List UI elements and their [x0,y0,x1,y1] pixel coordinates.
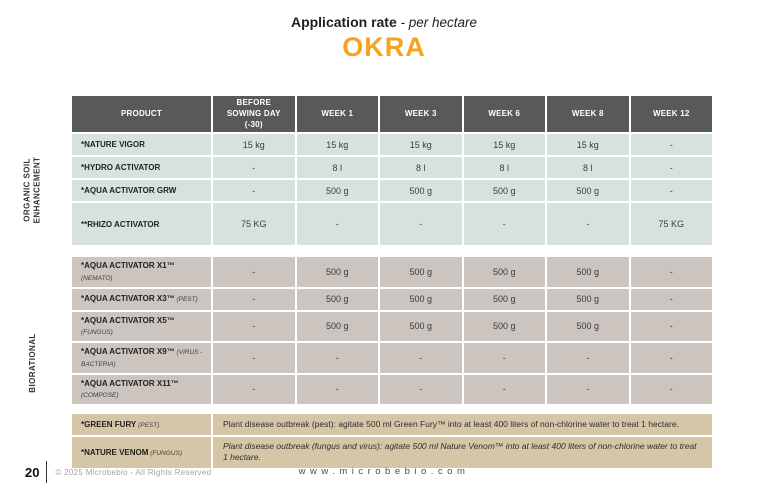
value-cell: 15 kg [464,134,546,155]
value-cell: 75 KG [631,203,713,245]
row-group [72,414,712,468]
value-cell: 500 g [464,289,546,310]
section-rail [0,257,66,467]
section-label: BIORATIONAL [27,332,37,393]
value-cell: - [297,203,379,245]
value-cell: 500 g [464,257,546,286]
table-row [72,257,712,286]
value-cell: 500 g [380,180,462,201]
value-cell: 500 g [297,289,379,310]
copyright-text: © 2025 Microbebio - All Rights Reserved [55,467,212,477]
product-name: *AQUA ACTIVATOR X1™ [81,261,175,271]
value-cell: 8 l [464,157,546,178]
description-cell: Plant disease outbreak (fungus and virus): agitate 500 ml Nature Venom™ into at least 400 liters of non-chlorine water to treat 1 hectare. [213,437,712,468]
product-note: (NEMATO) [81,275,113,283]
product-note: (FUNGUS) [148,449,183,457]
product-name: *GREEN FURY [81,419,137,429]
section-biorational [27,257,712,467]
value-cell: 500 g [547,289,629,310]
value-cell: - [213,289,295,310]
value-cell: 500 g [297,257,379,286]
product-name: **RHIZO ACTIVATOR [81,219,160,229]
product-cell [72,414,211,435]
section-rail [0,134,66,245]
table-row [72,180,712,201]
product-name: *NATURE VIGOR [81,140,145,150]
value-cell: - [213,180,295,201]
product-cell [72,203,211,245]
product-note: (VIRUS - BACTERIA) [81,349,203,368]
value-cell: 15 kg [213,134,295,155]
product-cell [72,312,211,341]
page-header [0,14,768,63]
product-name: *NATURE VENOM [81,447,149,457]
table-row [72,203,712,245]
value-cell: 500 g [297,180,379,201]
product-name: *AQUA ACTIVATOR X9™ [81,347,175,357]
product-cell [72,157,211,178]
table-row [72,343,712,372]
value-cell: 500 g [380,289,462,310]
value-cell: - [631,289,713,310]
table-row [72,312,712,341]
value-cell: - [380,375,462,404]
value-cell: - [631,312,713,341]
value-cell: - [631,134,713,155]
value-cell: - [547,375,629,404]
value-cell: - [213,343,295,372]
page-title [0,14,768,30]
product-note: (COMPOSE) [81,392,119,400]
product-cell [72,289,211,310]
product-name: *AQUA ACTIVATOR GRW [81,186,177,196]
product-name: *AQUA ACTIVATOR X11™ [81,378,179,388]
value-cell: - [213,257,295,286]
value-cell: - [547,203,629,245]
value-cell: - [297,343,379,372]
value-cell: - [547,343,629,372]
product-note: (PEST) [136,421,160,429]
value-cell: 500 g [380,257,462,286]
value-cell: 8 l [380,157,462,178]
product-cell [72,257,211,286]
value-cell: 8 l [547,157,629,178]
column-header-week-3: WEEK 3 [380,96,462,132]
column-header-week-6: WEEK 6 [464,96,546,132]
value-cell: 500 g [464,180,546,201]
value-cell: - [213,375,295,404]
value-cell: - [213,312,295,341]
value-cell: 15 kg [380,134,462,155]
value-cell: 500 g [547,312,629,341]
description-cell: Plant disease outbreak (pest): agitate 500 ml Green Fury™ into at least 400 liters of non-chlorine water to treat 1 hectare. [213,414,712,435]
value-cell: - [631,257,713,286]
column-header-before-sowing-day-30: BEFORE SOWING DAY (-30) [213,96,295,132]
table-row [72,157,712,178]
value-cell: 75 KG [213,203,295,245]
product-cell [72,134,211,155]
section-organic-soil-enhancement [22,134,712,245]
column-header-week-8: WEEK 8 [547,96,629,132]
product-name: *AQUA ACTIVATOR X3™ [81,294,175,304]
value-cell: - [631,343,713,372]
table-row [72,414,712,435]
value-cell: - [631,180,713,201]
value-cell: - [464,343,546,372]
product-note: (PEST) [174,296,198,304]
value-cell: - [631,375,713,404]
table-row [72,375,712,404]
value-cell: 500 g [464,312,546,341]
footer-left [25,461,211,483]
value-cell: 500 g [547,257,629,286]
website-url: www.microbebio.com [298,466,470,477]
title-application-rate: Application rate [290,14,397,30]
column-header-product: PRODUCT [72,96,211,132]
table-row [72,134,712,155]
table-body [22,134,712,467]
product-cell [72,375,211,404]
page-footer [0,461,768,487]
product-name: *AQUA ACTIVATOR X5™ [81,315,175,325]
application-rate-table [22,96,712,468]
product-cell [72,180,211,201]
value-cell: - [297,375,379,404]
value-cell: 8 l [297,157,379,178]
value-cell: 15 kg [547,134,629,155]
footer-divider [46,461,47,483]
product-note: (FUNGUS) [81,329,113,337]
value-cell: - [380,203,462,245]
value-cell: 500 g [380,312,462,341]
row-group [72,257,712,404]
value-cell: - [213,157,295,178]
table-header-row [72,96,712,132]
table-row [72,289,712,310]
value-cell: 500 g [297,312,379,341]
product-cell [72,343,211,372]
section-label: ORGANIC SOIL ENHANCEMENT [22,156,42,224]
column-header-week-1: WEEK 1 [297,96,379,132]
page-number: 20 [25,464,40,480]
value-cell: - [464,203,546,245]
crop-name: OKRA [342,32,426,62]
row-group [72,134,712,245]
value-cell: - [631,157,713,178]
value-cell: - [380,343,462,372]
value-cell: - [464,375,546,404]
title-per-hectare: - per hectare [396,15,478,30]
column-header-week-12: WEEK 12 [631,96,713,132]
value-cell: 15 kg [297,134,379,155]
product-name: *HYDRO ACTIVATOR [81,163,161,173]
value-cell: 500 g [547,180,629,201]
